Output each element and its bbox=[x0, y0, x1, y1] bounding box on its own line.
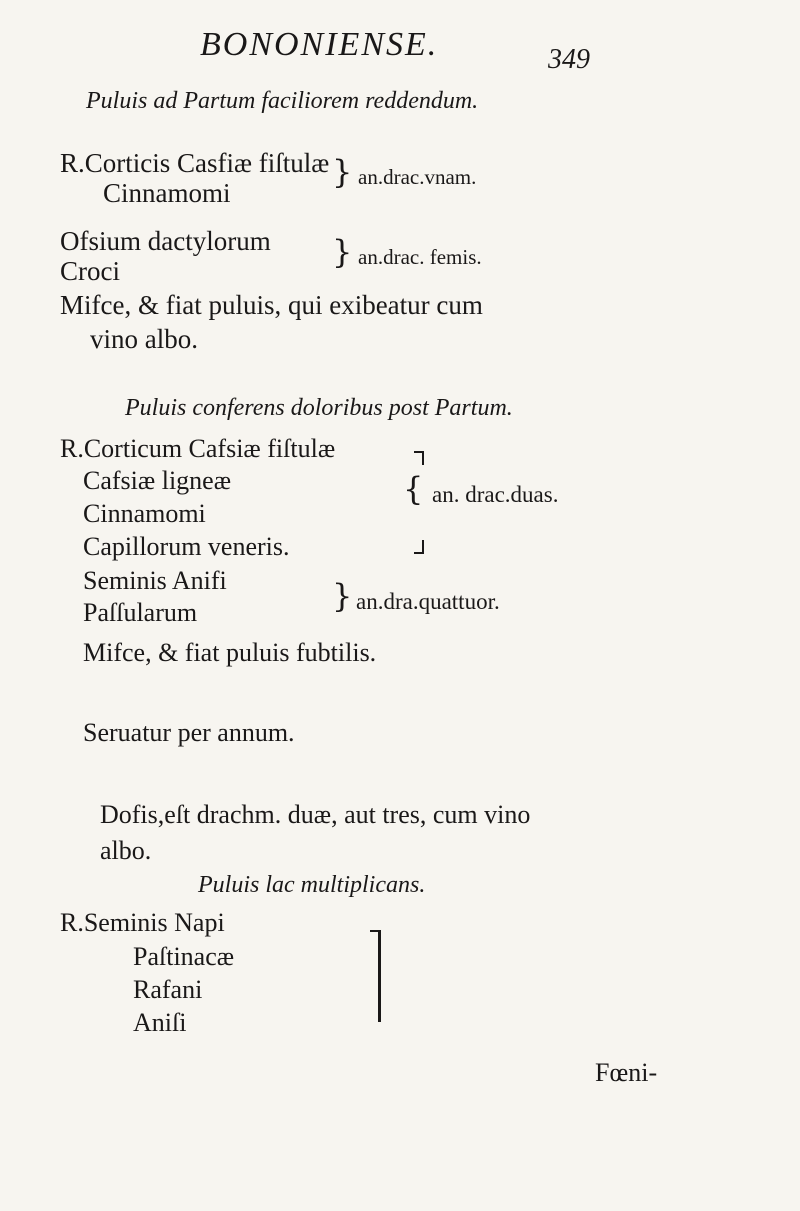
ingredient-line: Ofsium dactylorum bbox=[60, 226, 271, 256]
instruction-line: Mifce, & fiat puluis, qui exibeatur cum bbox=[60, 290, 483, 320]
ingredient-line: R.Corticis Casfiæ fiſtulæ bbox=[60, 148, 330, 178]
catchword: Fœni- bbox=[595, 1058, 658, 1087]
ingredient-line: Paſtinacæ bbox=[133, 942, 235, 971]
ingredient-line: R.Seminis Napi bbox=[60, 908, 225, 937]
ingredient-line: Rafani bbox=[133, 975, 203, 1004]
keep-note: Seruatur per annum. bbox=[83, 718, 295, 747]
dosage-line: albo. bbox=[100, 836, 152, 865]
dose-text: an. drac.duas. bbox=[432, 482, 559, 507]
ingredient-line: Cinnamomi bbox=[103, 178, 231, 208]
recipe-title: Puluis ad Partum faciliorem reddendum. bbox=[86, 88, 479, 114]
ingredient-line: Paſſularum bbox=[83, 598, 198, 627]
brace-symbol: } bbox=[332, 577, 353, 615]
running-head: BONONIENSE. bbox=[200, 26, 439, 63]
bracket-bottom bbox=[414, 552, 424, 554]
brace-symbol: } bbox=[332, 233, 353, 271]
ingredient-line: Capillorum veneris. bbox=[83, 532, 290, 561]
dose-text: an.drac. femis. bbox=[358, 245, 482, 269]
bracket-top bbox=[422, 451, 424, 465]
ingredient-line: Aniſi bbox=[133, 1008, 187, 1037]
instruction-line: Mifce, & fiat puluis fubtilis. bbox=[83, 638, 377, 667]
instruction-line: vino albo. bbox=[90, 324, 198, 354]
page-number: 349 bbox=[548, 44, 590, 75]
dose-text: an.drac.vnam. bbox=[358, 165, 477, 189]
brace-symbol: } bbox=[332, 153, 353, 191]
brace-symbol: { bbox=[403, 470, 424, 508]
bracket-vertical bbox=[378, 930, 381, 1022]
dosage-line: Dofis,eſt drachm. duæ, aut tres, cum vino bbox=[100, 800, 531, 829]
ingredient-line: Cafsiæ ligneæ bbox=[83, 466, 232, 495]
recipe-title: Puluis lac multiplicans. bbox=[198, 872, 426, 898]
dose-text: an.dra.quattuor. bbox=[356, 589, 500, 614]
ingredient-line: R.Corticum Cafsiæ fiſtulæ bbox=[60, 434, 336, 463]
ingredient-line: Croci bbox=[60, 256, 120, 286]
recipe-title: Puluis conferens doloribus post Partum. bbox=[125, 395, 513, 421]
ingredient-line: Seminis Anifi bbox=[83, 566, 227, 595]
ingredient-line: Cinnamomi bbox=[83, 499, 206, 528]
